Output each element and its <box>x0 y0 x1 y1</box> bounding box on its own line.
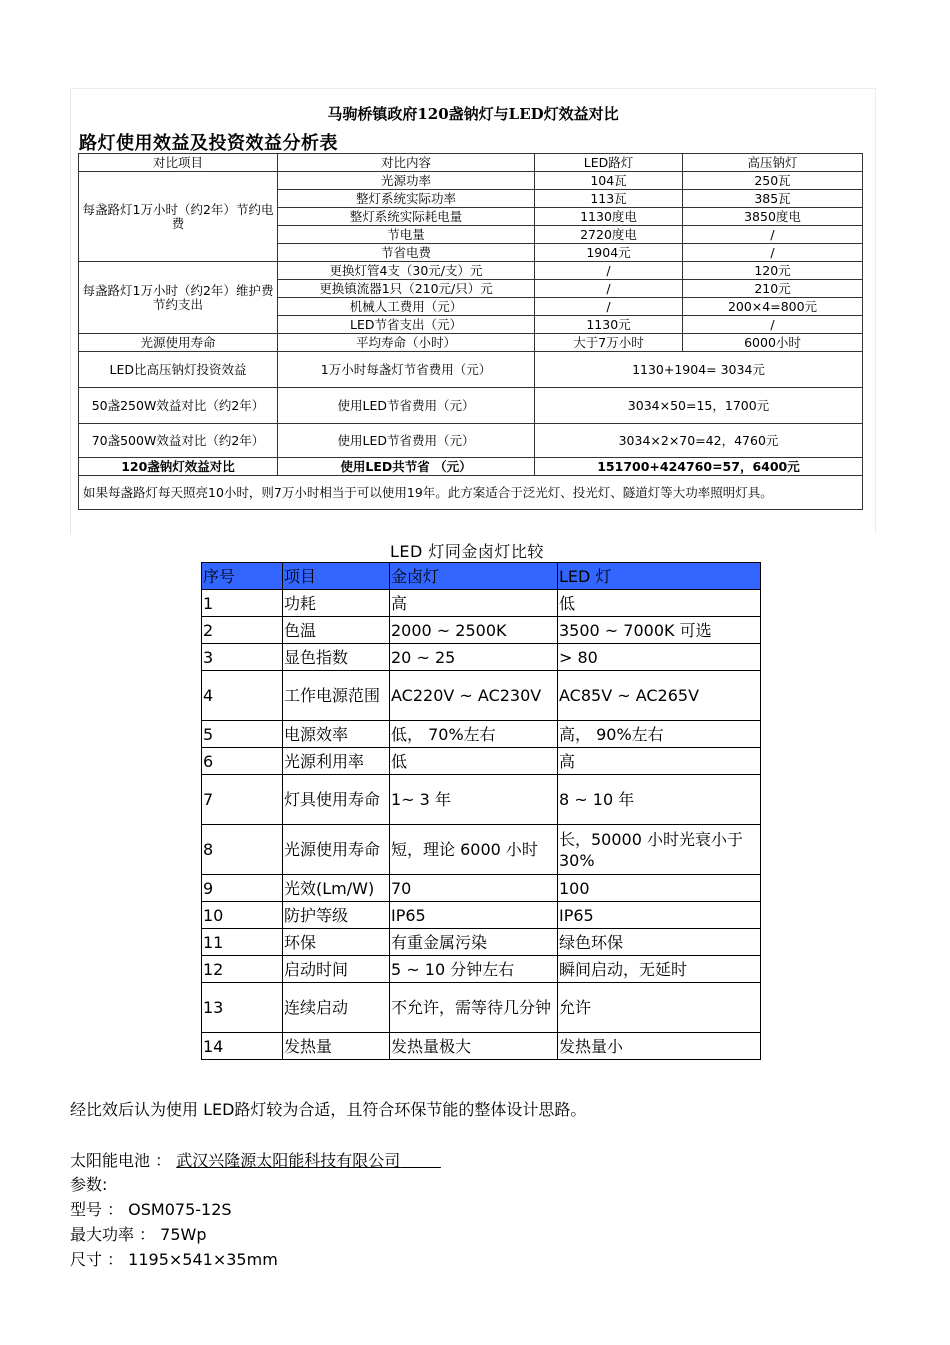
merged-value-cell: 3034×2×70=42，4760元 <box>535 424 863 458</box>
item-cell: 光效(Lm/W) <box>283 875 390 902</box>
compare-row <box>202 825 761 875</box>
table-row <box>79 262 863 280</box>
power-line: 最大功率 ： 75Wp <box>70 1225 207 1244</box>
compare-caption: LED 灯同金卤灯比较 <box>390 542 544 561</box>
header-cell: 对比项目 <box>79 154 278 172</box>
halide-cell: 短，理论 6000 小时 <box>390 825 558 875</box>
led-cell: 高， 90%左右 <box>558 721 761 748</box>
led-cell: 3500 ~ 7000K 可选 <box>558 617 761 644</box>
content-cell: 1万小时每盏灯节省费用（元） <box>278 352 535 388</box>
halide-cell: 2000 ~ 2500K <box>390 617 558 644</box>
header-cell: LED 灯 <box>558 563 761 590</box>
model-line: 型号 ： OSM075-12S <box>70 1200 232 1219</box>
header-cell: 高压钠灯 <box>683 154 863 172</box>
led-cell: 1130元 <box>535 316 683 334</box>
table-row <box>79 172 863 190</box>
led-cell: 113瓦 <box>535 190 683 208</box>
battery-label: 太阳能电池 ： <box>70 1151 172 1170</box>
index-cell: 7 <box>202 775 283 825</box>
sodium-cell: 385瓦 <box>683 190 863 208</box>
header-cell: 项目 <box>283 563 390 590</box>
size-line: 尺寸 ： 1195×541×35mm <box>70 1250 278 1269</box>
item-cell: 电源效率 <box>283 721 390 748</box>
sodium-cell: 3850度电 <box>683 208 863 226</box>
led-cell: 1130度电 <box>535 208 683 226</box>
item-cell: 光源使用寿命 <box>283 825 390 875</box>
compare-table-body <box>202 563 761 1060</box>
content-cell: 更换镇流器1只（210元/只）元 <box>278 280 535 298</box>
index-cell: 11 <box>202 929 283 956</box>
index-cell: 3 <box>202 644 283 671</box>
sodium-cell: / <box>683 316 863 334</box>
index-cell: 1 <box>202 590 283 617</box>
group-label: LED比高压钠灯投资效益 <box>79 352 278 388</box>
content-cell: 光源功率 <box>278 172 535 190</box>
index-cell: 13 <box>202 983 283 1033</box>
led-cell: 2720度电 <box>535 226 683 244</box>
halide-cell: 有重金属污染 <box>390 929 558 956</box>
analysis-title: 马驹桥镇政府120盏钠灯与LED灯效益对比 <box>327 105 619 123</box>
compare-row <box>202 983 761 1033</box>
led-cell: 长，50000 小时光衰小于 30% <box>558 825 761 875</box>
index-cell: 6 <box>202 748 283 775</box>
halide-cell: 不允许，需等待几分钟 <box>390 983 558 1033</box>
compare-row <box>202 956 761 983</box>
sodium-cell: 250瓦 <box>683 172 863 190</box>
halide-cell: 20 ~ 25 <box>390 644 558 671</box>
merged-value-cell: 1130+1904= 3034元 <box>535 352 863 388</box>
group-label: 70盏500W效益对比（约2年） <box>79 424 278 458</box>
group-label: 120盏钠灯效益对比 <box>79 458 278 476</box>
table-header-row <box>79 154 863 172</box>
note-cell: 如果每盏路灯每天照亮10小时，则7万小时相当于可以使用19年。此方案适合于泛光灯、投光灯、隧道灯等大功率照明灯具。 <box>79 476 863 510</box>
compare-row <box>202 775 761 825</box>
merged-value-cell: 3034×50=15，1700元 <box>535 388 863 424</box>
note-row <box>79 476 863 510</box>
led-cell: / <box>535 280 683 298</box>
compare-row <box>202 590 761 617</box>
led-cell: 高 <box>558 748 761 775</box>
index-cell: 10 <box>202 902 283 929</box>
content-cell: 平均寿命（小时） <box>278 334 535 352</box>
battery-company: 武汉兴隆源太阳能科技有限公司 <box>176 1151 401 1170</box>
group-label: 50盏250W效益对比（约2年） <box>79 388 278 424</box>
table-row <box>79 334 863 352</box>
compare-row <box>202 929 761 956</box>
content-cell: 使用LED节省费用（元） <box>278 388 535 424</box>
benefit-analysis-table <box>78 153 863 510</box>
item-cell: 防护等级 <box>283 902 390 929</box>
content-cell: 节省电费 <box>278 244 535 262</box>
index-cell: 8 <box>202 825 283 875</box>
analysis-subtitle: 路灯使用效益及投资效益分析表 <box>79 133 338 154</box>
compare-row <box>202 617 761 644</box>
halide-cell: 低， 70%左右 <box>390 721 558 748</box>
halide-cell: 发热量极大 <box>390 1033 558 1060</box>
item-cell: 灯具使用寿命 <box>283 775 390 825</box>
table-row <box>79 424 863 458</box>
led-halide-compare-table <box>201 562 761 1060</box>
sodium-cell: / <box>683 226 863 244</box>
compare-row <box>202 902 761 929</box>
index-cell: 14 <box>202 1033 283 1060</box>
content-cell: LED节省支出（元） <box>278 316 535 334</box>
led-cell: 发热量小 <box>558 1033 761 1060</box>
led-cell: 大于7万小时 <box>535 334 683 352</box>
content-cell: 节电量 <box>278 226 535 244</box>
compare-row <box>202 671 761 721</box>
led-cell: 低 <box>558 590 761 617</box>
halide-cell: AC220V ~ AC230V <box>390 671 558 721</box>
compare-row <box>202 875 761 902</box>
compare-row <box>202 748 761 775</box>
item-cell: 功耗 <box>283 590 390 617</box>
led-cell: IP65 <box>558 902 761 929</box>
table-row <box>79 458 863 476</box>
content-cell: 整灯系统实际耗电量 <box>278 208 535 226</box>
sodium-cell: 200×4=800元 <box>683 298 863 316</box>
halide-cell: 高 <box>390 590 558 617</box>
led-cell: 8 ~ 10 年 <box>558 775 761 825</box>
led-cell: / <box>535 298 683 316</box>
item-cell: 发热量 <box>283 1033 390 1060</box>
conclusion-text: 经比效后认为使用 LED路灯较为合适，且符合环保节能的整体设计思路。 <box>70 1100 587 1119</box>
halide-cell: IP65 <box>390 902 558 929</box>
index-cell: 9 <box>202 875 283 902</box>
sodium-cell: 6000小时 <box>683 334 863 352</box>
halide-cell: 低 <box>390 748 558 775</box>
index-cell: 2 <box>202 617 283 644</box>
index-cell: 5 <box>202 721 283 748</box>
header-cell: 对比内容 <box>278 154 535 172</box>
table-row <box>79 388 863 424</box>
header-cell: 金卤灯 <box>390 563 558 590</box>
params-label: 参数: <box>70 1175 108 1194</box>
index-cell: 12 <box>202 956 283 983</box>
content-cell: 机械人工费用（元） <box>278 298 535 316</box>
header-cell: 序号 <box>202 563 283 590</box>
item-cell: 工作电源范围 <box>283 671 390 721</box>
sodium-cell: / <box>683 244 863 262</box>
halide-cell: 70 <box>390 875 558 902</box>
item-cell: 显色指数 <box>283 644 390 671</box>
item-cell: 连续启动 <box>283 983 390 1033</box>
sodium-cell: 120元 <box>683 262 863 280</box>
halide-cell: 5 ~ 10 分钟左右 <box>390 956 558 983</box>
led-cell: 允许 <box>558 983 761 1033</box>
compare-header-row <box>202 563 761 590</box>
group-label: 每盏路灯1万小时（约2年）维护费节约支出 <box>79 262 278 334</box>
compare-row <box>202 721 761 748</box>
sodium-cell: 210元 <box>683 280 863 298</box>
led-cell: 104瓦 <box>535 172 683 190</box>
halide-cell: 1~ 3 年 <box>390 775 558 825</box>
group-label: 每盏路灯1万小时（约2年）节约电费 <box>79 172 278 262</box>
led-cell: 100 <box>558 875 761 902</box>
group-label: 光源使用寿命 <box>79 334 278 352</box>
item-cell: 环保 <box>283 929 390 956</box>
content-cell: 使用LED共节省 （元） <box>278 458 535 476</box>
merged-value-cell: 151700+424760=57，6400元 <box>535 458 863 476</box>
header-cell: LED路灯 <box>535 154 683 172</box>
led-cell: AC85V ~ AC265V <box>558 671 761 721</box>
led-cell: 瞬间启动，无延时 <box>558 956 761 983</box>
led-cell: > 80 <box>558 644 761 671</box>
content-cell: 整灯系统实际功率 <box>278 190 535 208</box>
compare-row <box>202 644 761 671</box>
index-cell: 4 <box>202 671 283 721</box>
led-cell: / <box>535 262 683 280</box>
content-cell: 使用LED节省费用（元） <box>278 424 535 458</box>
item-cell: 色温 <box>283 617 390 644</box>
item-cell: 光源利用率 <box>283 748 390 775</box>
table-row <box>79 352 863 388</box>
compare-row <box>202 1033 761 1060</box>
led-cell: 1904元 <box>535 244 683 262</box>
led-cell: 绿色环保 <box>558 929 761 956</box>
content-cell: 更换灯管4支（30元/支）元 <box>278 262 535 280</box>
battery-line <box>70 1148 441 1171</box>
item-cell: 启动时间 <box>283 956 390 983</box>
underline-pad <box>400 1151 441 1170</box>
